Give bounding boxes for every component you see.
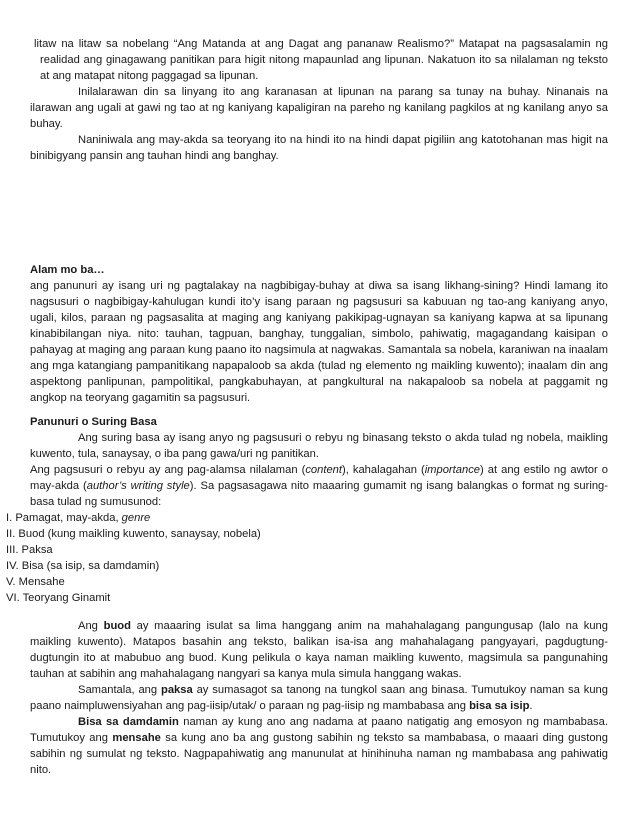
suring-basa-paragraph-2 [30,462,608,510]
p2-text-a: Ang pagsusuri o rebyu ay ang pag-alamsa nilalaman ( [30,464,306,476]
intro-paragraph-3: Naniniwala ang may-akda sa teoryang ito na hindi ito na hindi dapat pigiliin ang katotohanan mas higit na binibigyang pansin ang tauhan hindi ang banghay. [30,134,608,162]
bisa-sa-isip-term: bisa sa isip [469,700,530,712]
list-item-1-genre: genre [121,512,151,524]
list-item [6,510,608,526]
list-item-1-text: I. Pamagat, may-akda, [6,512,122,524]
mensahe-term: mensahe [112,732,161,744]
suring-basa-paragraph-1: Ang suring basa ay isang anyo ng pagsusuri o rebyu ng binasang teksto o akda tulad ng nobela, maikling kuwento, tula, sanaysay, o iba pang gawa/uri ng panitikan. [30,432,608,460]
bisa-sa-damdamin-term: Bisa sa damdamin [78,716,179,728]
p2-text-b: ), kahalagahan ( [342,464,425,476]
list-item: II. Buod (kung maikling kuwento, sanaysay, nobela) [6,528,261,540]
p2-text-d: ). Sa pagsasagawa nito maaaring gumamit ng isang balangkas o format ng suring-basa tulad ng sumusunod: [30,480,609,508]
paksa-text-c: . [529,700,533,712]
buod-paragraph [30,618,608,682]
p2-text-c: ) at ang estilo ng awtor o may-akda ( [30,464,608,492]
damdamin-text-a: naman ay kung ano ang nadama at paano natigatig ang emosyon ng mambabasa. Tumutukoy ang [30,716,608,744]
paksa-text-b: ay sumasagot sa tanong na tungkol saan ang binasa. Tumutukoy naman sa kung paano naimpluwensiyahan ang pag-iisip/utak/ o paraan ng pag-iisip ng mambabasa ang [30,684,608,712]
paksa-paragraph [30,682,608,714]
buod-text-b: ay maaaring isulat sa lima hanggang anim na mahahalagang pangungusap (lalo na kung maikling kuwento). Matapos basahin ang teksto, balikan isa-isa ang mahahalagang pangyayari, pagdugtung-dugtungin ito at mabubuo ang buod. Kung pelikula o kaya naman maikling kuwento, magsimula sa pangunahing tauhan at sabihin ang mahahalagang nangyari sa kanya mula simula hanggang wakas. [30,620,608,680]
p2-importance-term: importance [424,464,481,476]
closing-section [30,618,608,778]
bisa-damdamin-paragraph [30,714,608,778]
list-item: III. Paksa [6,544,53,556]
intro-paragraph-1: litaw na litaw sa nobelang “Ang Matanda at ang Dagat ang pananaw Realismo?” Matapat na pagsasalamin ng realidad ang ginagawang panitikan para higit nitong mapaunlad ang lipunan. Nakatuon ito sa nilalaman ng teksto at ang matapat nitong paggagad sa lipunan. [34,38,608,82]
alam-mo-ba-section [30,262,608,406]
buod-term: buod [103,620,131,632]
p2-style-term: author’s writing style [86,480,190,492]
damdamin-text-b: sa kung ano ba ang gustong sabihin ng teksto sa mambabasa, o maaari ding gustong sabihin ng sumulat ng teksto. Nagpapahiwatig ang manunulat at hinihinuha naman ng mambabasa ang pahiwatig nito. [30,732,608,776]
buod-text-a: Ang [78,620,104,632]
suring-basa-heading: Panunuri o Suring Basa [30,416,157,428]
p2-content-term: content [305,464,343,476]
alam-mo-ba-body: ang panunuri ay isang uri ng pagtalakay na nagbibigay-buhay at diwa sa isang likhang-sining? Hindi lamang ito nagsusuri o nagbibigay-kahulugan kundi ito’y isang paraan ng pagsusuri sa kabuuan ng tao-ang kaniyang anyo, ugali, kilos, paraan ng pagsasalita at maging ang kaniyang pakikipag-ugnayan sa kaniyang kapwa at sa lipunang kinabibilangan niya. nito: tauhan, tagpuan, banghay, tunggalian, simbolo, pahiwatig, magagandang kaisipan o pahayag at maging ang paraan kung paano ito nagsimula at nagwakas. Samantala sa nobela, karaniwan na inaalam ang mga katangiang pampanitikang napapaloob sa akda (tulad ng elemento ng maikling kuwento); inaalam din ang aspektong panlipunan, pampolitikal, pangkabuhayan, at pangkultural na nakapaloob sa nobela at paggamit ng angkop na teoryang gagamitin sa pagsusuri. [30,280,608,404]
list-item: IV. Bisa (sa isip, sa damdamin) [6,560,160,572]
list-item: V. Mensahe [6,576,65,588]
suring-basa-format-list [6,510,608,606]
intro-paragraph-2: Inilalarawan din sa linyang ito ang karanasan at lipunan na parang sa tunay na buhay. Ninanais na ilarawan ang ugali at gawi ng tao at ng kaniyang kapaligiran na pareho ng kanilang pagkilos at ng kanilang anyo sa buhay. [30,86,608,130]
paksa-term: paksa [160,684,193,696]
alam-mo-ba-heading: Alam mo ba… [30,264,105,276]
list-item: VI. Teoryang Ginamit [6,592,111,604]
intro-section [30,36,608,164]
paksa-text-a: Samantala, ang [78,684,161,696]
suring-basa-section [6,414,609,606]
